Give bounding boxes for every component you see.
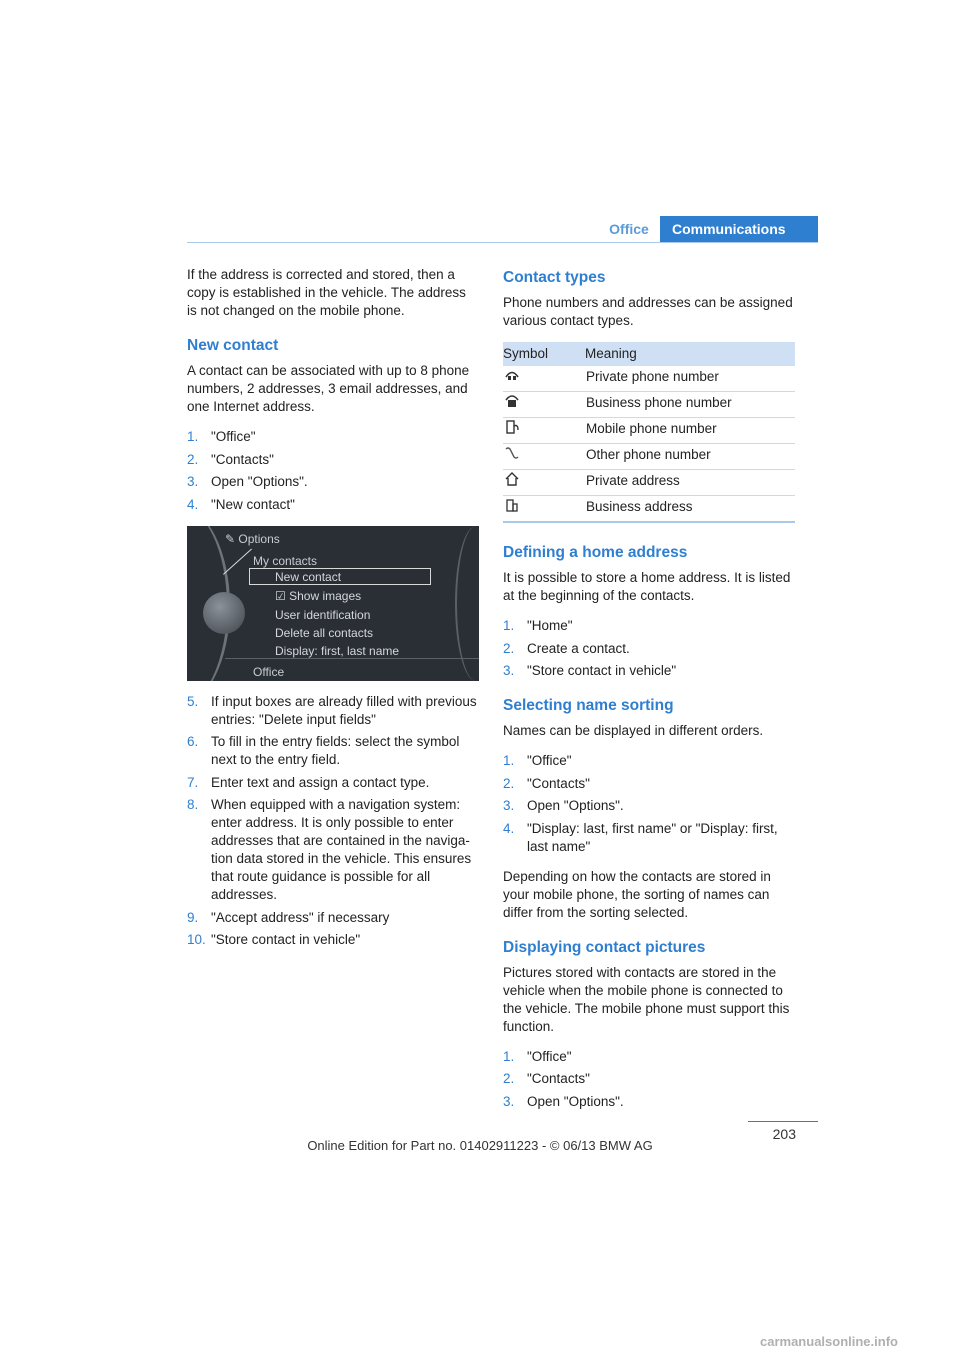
contact-types-heading: Contact types [503,269,606,286]
list-item: 1. "Home" [503,618,573,633]
new-contact-steps-b [187,693,479,950]
new-contact-text: A contact can be associated with up to 8 phone numbers, 2 addresses, 3 email addresses, and one Internet address. [187,363,470,414]
screen-section: My contacts [253,553,318,568]
pointer-line [223,548,252,574]
mobile-phone-icon [504,420,520,434]
screen-item-new-contact[interactable]: New contact [275,569,342,584]
table-row [503,366,795,392]
list-item: 3. Open "Options". [503,798,624,813]
name-sorting-after: Depending on how the contacts are stored in your mobile phone, the sorting of names can differ from the sorting selected. [503,868,771,920]
pictures-text: Pictures stored with contacts are stored in the vehicle when the mobile phone is connected to the vehicle. The mobile phone must support this function. [503,964,790,1034]
col-symbol: Symbol [503,342,585,366]
contact-types-table [503,342,795,523]
name-sorting-text: Names can be displayed in different orders. [503,723,764,738]
meaning-cell: Other phone number [585,444,795,470]
idrive-screenshot [187,526,479,681]
other-phone-icon [504,446,520,460]
list-item: 2. "Contacts" [503,1071,590,1086]
header-chapter: Communications [660,216,818,242]
meaning-cell: Private phone number [585,366,795,392]
list-item: 2. "Contacts" [187,451,274,467]
list-item: 4. "New contact" [187,496,295,512]
contact-types-text: Phone numbers and addresses can be assigned various contact types. [503,295,793,328]
list-item: 10. "Store contact in vehicle" [187,932,361,947]
screen-footer: Office [253,664,285,679]
business-address-icon [504,498,520,512]
business-phone-icon [504,394,520,408]
screen-item-display-order[interactable]: Display: first, last name [275,643,400,658]
list-item: 5. If input boxes are already filled with previous entries: "Delete input fields" [187,693,477,727]
list-item: 6. To fill in the entry fields: select the symbol next to the entry field. [187,734,460,767]
screen-divider [225,658,479,659]
list-item: 7. Enter text and assign a contact type. [187,774,430,790]
list-item: 1. "Office" [503,753,572,768]
list-item: 2. Create a contact. [503,640,630,656]
list-item: 1. "Office" [187,429,256,444]
checkbox-icon: ☑ [275,588,290,603]
list-item: 3. Open "Options". [503,1093,624,1109]
screen-item-show-images[interactable]: ☑ Show images [275,588,362,603]
list-item: 9. "Accept address" if necessary [187,909,390,925]
table-row [503,392,795,418]
private-phone-icon [504,368,520,382]
screen-title: ✎ Options [225,531,280,546]
meaning-cell: Mobile phone number [585,418,795,444]
list-item: 3. Open "Options". [187,474,308,489]
header-section: Office [609,221,649,237]
footer-edition: Online Edition for Part no. 01402911223 - © 06/13 BMW AG [307,1138,653,1153]
pictures-heading: Displaying contact pictures [503,938,706,956]
private-address-icon [504,472,520,486]
list-item: 3. "Store contact in vehicle" [503,663,677,678]
new-contact-steps-a [187,428,479,514]
watermark: carmanualsonline.info [760,1334,898,1349]
screen-item-delete-all[interactable]: Delete all contacts [275,625,374,640]
meaning-cell: Private address [585,470,795,496]
page-number: 203 [772,1126,796,1142]
page-number-rule [748,1121,818,1122]
table-row [503,470,795,496]
left-column [187,266,479,961]
right-column [503,266,795,1123]
new-contact-heading: New contact [187,337,279,354]
list-item: 8. When equipped with a navigation system: enter address. It is only possible to enter addresses that are contained in the naviga-tion data stored in the vehicle. This ensures that route guidance is possible for all addresses. [187,797,472,902]
list-item: 2. "Contacts" [503,775,590,791]
home-address-heading: Defining a home address [503,544,688,561]
home-address-text: It is possible to store a home address. It is listed at the beginning of the contacts. [503,570,791,603]
col-meaning: Meaning [585,342,795,366]
screen-item-user-identification[interactable]: User identification [275,607,371,622]
home-address-steps [503,617,795,680]
name-sorting-steps [503,752,795,856]
table-row [503,444,795,470]
header-rule [187,242,818,243]
name-sorting-heading: Selecting name sorting [503,697,674,714]
pictures-steps [503,1048,795,1111]
table-row [503,496,795,523]
intro-paragraph: If the address is corrected and stored, then a copy is established in the vehicle. The address is not changed on the mobile phone. [187,267,466,318]
list-item: 4. "Display: last, first name" or "Display: first, last name" [503,820,778,854]
list-item: 1. "Office" [503,1048,572,1064]
meaning-cell: Business phone number [585,392,795,418]
table-row [503,418,795,444]
meaning-cell: Business address [585,496,795,523]
controller-knob-icon [203,592,245,634]
